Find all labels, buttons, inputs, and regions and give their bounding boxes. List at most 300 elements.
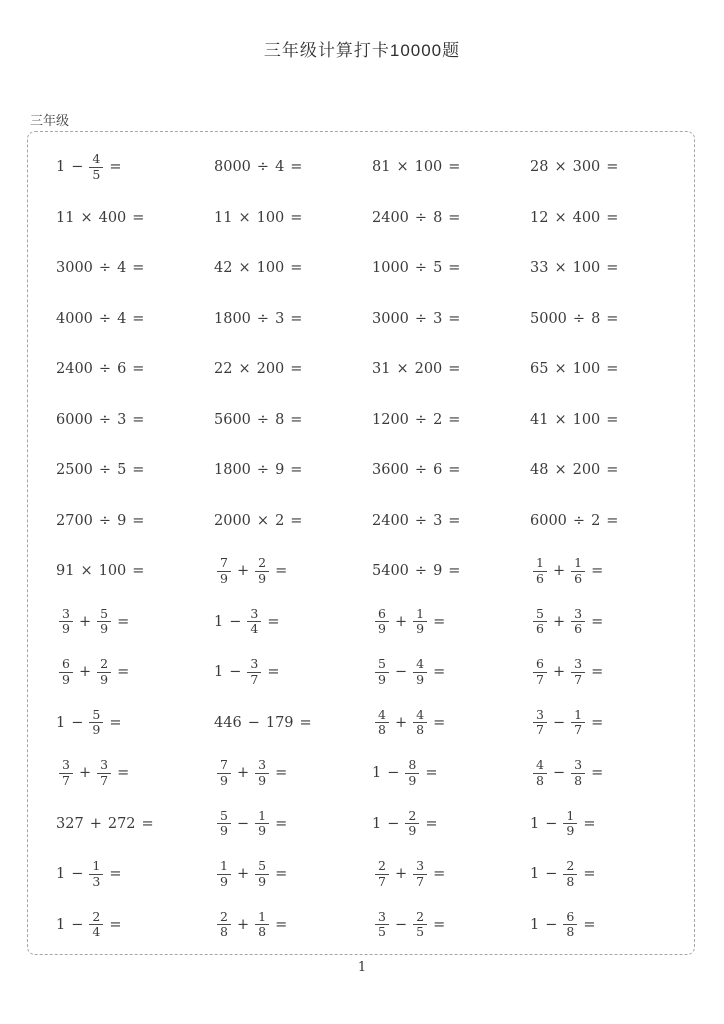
term: − — [545, 916, 558, 933]
term: = — [448, 462, 461, 479]
fraction: $\frac{4}{8}$ — [413, 708, 427, 738]
problem — [56, 152, 214, 182]
problem — [56, 462, 214, 478]
term: = — [109, 714, 122, 731]
fraction: $\frac{2}{7}$ — [375, 859, 389, 889]
term: = — [606, 310, 619, 327]
term: × — [238, 260, 251, 277]
term: = — [448, 411, 461, 428]
term: = — [591, 613, 604, 630]
problem — [56, 361, 214, 377]
term: × — [554, 361, 567, 378]
problem — [530, 513, 688, 529]
term: = — [290, 462, 303, 479]
term: = — [290, 209, 303, 226]
term: 2500 — [56, 462, 93, 479]
problem — [214, 311, 372, 327]
problem — [372, 412, 530, 428]
page-number: 1 — [357, 960, 367, 975]
term: 2700 — [56, 512, 93, 529]
term: = — [448, 512, 461, 529]
term: = — [448, 310, 461, 327]
fraction: $\frac{2}{4}$ — [89, 910, 103, 940]
problem — [530, 758, 688, 788]
fraction: $\frac{1}{9}$ — [217, 859, 231, 889]
term: 1800 — [214, 462, 251, 479]
fraction: $\frac{1}{9}$ — [563, 809, 577, 839]
term: 1800 — [214, 310, 251, 327]
fraction: $\frac{6}{7}$ — [533, 657, 547, 687]
term: − — [387, 815, 400, 832]
problem — [530, 311, 688, 327]
term: 1000 — [372, 260, 409, 277]
problem — [372, 462, 530, 478]
term: = — [109, 916, 122, 933]
term: × — [238, 209, 251, 226]
problem — [372, 210, 530, 226]
term: = — [591, 664, 604, 681]
term: 33 — [530, 260, 549, 277]
term: ÷ — [256, 310, 270, 327]
term: + — [236, 563, 250, 580]
problem — [56, 607, 214, 637]
fraction: $\frac{7}{9}$ — [217, 556, 231, 586]
term: 4 — [117, 260, 127, 277]
problem — [530, 412, 688, 428]
term: 3 — [433, 512, 443, 529]
fraction: $\frac{3}{8}$ — [571, 758, 585, 788]
term: 8 — [591, 310, 601, 327]
fraction: $\frac{1}{7}$ — [571, 708, 585, 738]
problem — [372, 910, 530, 940]
term: + — [394, 714, 408, 731]
term: − — [229, 664, 242, 681]
term: = — [132, 310, 145, 327]
fraction: $\frac{3}{7}$ — [533, 708, 547, 738]
term: + — [78, 613, 92, 630]
term: − — [71, 866, 84, 883]
fraction: $\frac{6}{9}$ — [375, 607, 389, 637]
term: 91 — [56, 563, 75, 580]
term: + — [552, 664, 566, 681]
term: = — [117, 613, 130, 630]
term: 1 — [530, 866, 540, 883]
term: − — [229, 613, 242, 630]
term: + — [89, 815, 102, 832]
term: 6 — [117, 361, 127, 378]
term: ÷ — [98, 310, 112, 327]
term: − — [71, 159, 84, 176]
term: = — [275, 815, 288, 832]
term: + — [236, 765, 250, 782]
term: = — [290, 159, 303, 176]
term: 9 — [275, 462, 285, 479]
term: − — [387, 765, 400, 782]
fraction: $\frac{2}{9}$ — [97, 657, 111, 687]
problem — [372, 758, 530, 788]
problem — [530, 859, 688, 889]
problem — [530, 607, 688, 637]
problem — [372, 260, 530, 276]
term: = — [583, 815, 596, 832]
problem — [530, 809, 688, 839]
term: + — [78, 664, 92, 681]
term: 3000 — [56, 260, 93, 277]
fraction: $\frac{1}{3}$ — [89, 859, 103, 889]
problem — [56, 513, 214, 529]
term: = — [117, 664, 130, 681]
term: × — [396, 361, 409, 378]
term: 11 — [56, 209, 75, 226]
term: 48 — [530, 462, 549, 479]
term: ÷ — [256, 411, 270, 428]
fraction: $\frac{5}{9}$ — [217, 809, 231, 839]
term: 6000 — [56, 411, 93, 428]
term: × — [554, 462, 567, 479]
term: 2 — [433, 411, 443, 428]
term: 1 — [372, 815, 382, 832]
term: 3 — [117, 411, 127, 428]
term: 179 — [265, 714, 294, 731]
term: 2400 — [372, 209, 409, 226]
term: = — [290, 260, 303, 277]
term: = — [275, 563, 288, 580]
term: = — [132, 563, 145, 580]
term: 6 — [433, 462, 443, 479]
term: = — [433, 866, 446, 883]
term: 5600 — [214, 411, 251, 428]
term: 1200 — [372, 411, 409, 428]
term: = — [290, 411, 303, 428]
term: 42 — [214, 260, 233, 277]
term: − — [394, 664, 408, 681]
term: − — [247, 714, 260, 731]
term: = — [433, 916, 446, 933]
term: + — [552, 563, 566, 580]
fraction: $\frac{5}{9}$ — [97, 607, 111, 637]
problem — [214, 159, 372, 175]
term: 5400 — [372, 563, 409, 580]
term: − — [394, 916, 408, 933]
problem — [214, 859, 372, 889]
fraction: $\frac{2}{9}$ — [405, 809, 419, 839]
problems-box — [27, 131, 695, 955]
term: 12 — [530, 209, 549, 226]
term: × — [396, 159, 409, 176]
term: 1 — [56, 916, 66, 933]
term: − — [545, 815, 558, 832]
fraction: $\frac{4}{8}$ — [375, 708, 389, 738]
term: = — [606, 209, 619, 226]
term: = — [591, 714, 604, 731]
problem — [56, 657, 214, 687]
term: = — [433, 613, 446, 630]
problem — [530, 260, 688, 276]
term: + — [394, 866, 408, 883]
term: = — [606, 411, 619, 428]
fraction: $\frac{3}{4}$ — [247, 607, 261, 637]
term: 5 — [433, 260, 443, 277]
term: = — [448, 563, 461, 580]
term: 300 — [572, 159, 601, 176]
problem — [56, 210, 214, 226]
term: 4 — [275, 159, 285, 176]
term: = — [267, 664, 280, 681]
fraction: $\frac{3}{7}$ — [247, 657, 261, 687]
term: = — [433, 664, 446, 681]
term: × — [554, 411, 567, 428]
term: = — [109, 159, 122, 176]
term: 3000 — [372, 310, 409, 327]
problem — [372, 563, 530, 579]
term: = — [448, 159, 461, 176]
term: + — [236, 916, 250, 933]
term: = — [141, 815, 154, 832]
term: − — [71, 714, 84, 731]
term: × — [554, 159, 567, 176]
term: 100 — [572, 260, 601, 277]
fraction: $\frac{3}{7}$ — [413, 859, 427, 889]
term: = — [591, 563, 604, 580]
term: 1 — [56, 866, 66, 883]
term: 2 — [275, 512, 285, 529]
term: 65 — [530, 361, 549, 378]
problem — [530, 462, 688, 478]
term: 3600 — [372, 462, 409, 479]
term: = — [606, 361, 619, 378]
term: 2000 — [214, 512, 251, 529]
fraction: $\frac{5}{6}$ — [533, 607, 547, 637]
term: 41 — [530, 411, 549, 428]
problem-grid — [56, 142, 688, 950]
fraction: $\frac{3}{7}$ — [97, 758, 111, 788]
term: × — [554, 260, 567, 277]
term: = — [299, 714, 312, 731]
fraction: $\frac{8}{9}$ — [405, 758, 419, 788]
problem — [56, 859, 214, 889]
term: = — [591, 765, 604, 782]
term: ÷ — [414, 462, 428, 479]
term: 100 — [256, 209, 285, 226]
term: 8000 — [214, 159, 251, 176]
term: 3 — [433, 310, 443, 327]
problem — [372, 361, 530, 377]
problem — [214, 260, 372, 276]
term: = — [275, 866, 288, 883]
term: = — [267, 613, 280, 630]
problem — [214, 210, 372, 226]
term: 3 — [275, 310, 285, 327]
term: = — [448, 361, 461, 378]
term: ÷ — [414, 512, 428, 529]
fraction: $\frac{5}{9}$ — [89, 708, 103, 738]
problem — [214, 513, 372, 529]
problem — [372, 159, 530, 175]
fraction: $\frac{7}{9}$ — [217, 758, 231, 788]
term: 31 — [372, 361, 391, 378]
term: 327 — [56, 815, 84, 832]
term: = — [275, 916, 288, 933]
term: × — [80, 563, 93, 580]
term: 5 — [117, 462, 127, 479]
problem — [530, 708, 688, 738]
term: = — [132, 512, 145, 529]
fraction: $\frac{1}{9}$ — [255, 809, 269, 839]
term: 200 — [414, 361, 443, 378]
fraction: $\frac{6}{9}$ — [59, 657, 73, 687]
term: ÷ — [98, 411, 112, 428]
term: − — [552, 714, 566, 731]
term: 446 — [214, 714, 242, 731]
problem — [530, 210, 688, 226]
term: ÷ — [98, 462, 112, 479]
term: 1 — [372, 765, 382, 782]
term: 100 — [98, 563, 127, 580]
term: × — [80, 209, 93, 226]
problem — [372, 657, 530, 687]
problem — [214, 361, 372, 377]
fraction: $\frac{1}{9}$ — [413, 607, 427, 637]
term: ÷ — [256, 462, 270, 479]
term: 100 — [572, 411, 601, 428]
term: 28 — [530, 159, 549, 176]
fraction: $\frac{3}{9}$ — [255, 758, 269, 788]
term: 22 — [214, 361, 233, 378]
term: 200 — [572, 462, 601, 479]
fraction: $\frac{3}{5}$ — [375, 910, 389, 940]
term: = — [425, 815, 438, 832]
problem — [372, 708, 530, 738]
term: ÷ — [98, 512, 112, 529]
term: 4 — [117, 310, 127, 327]
term: + — [78, 765, 92, 782]
term: ÷ — [414, 411, 428, 428]
term: 100 — [414, 159, 443, 176]
fraction: $\frac{1}{6}$ — [571, 556, 585, 586]
fraction: $\frac{1}{6}$ — [533, 556, 547, 586]
term: = — [583, 866, 596, 883]
term: 11 — [214, 209, 233, 226]
term: 4000 — [56, 310, 93, 327]
problem — [214, 462, 372, 478]
term: = — [583, 916, 596, 933]
problem — [214, 556, 372, 586]
term: × — [256, 512, 270, 529]
term: ÷ — [572, 310, 586, 327]
fraction: $\frac{5}{9}$ — [375, 657, 389, 687]
term: 9 — [433, 563, 443, 580]
term: ÷ — [414, 209, 428, 226]
term: ÷ — [414, 260, 428, 277]
term: 1 — [56, 714, 66, 731]
problem — [214, 809, 372, 839]
problem — [530, 657, 688, 687]
term: = — [433, 714, 446, 731]
fraction: $\frac{6}{8}$ — [563, 910, 577, 940]
problem — [56, 758, 214, 788]
term: 2400 — [372, 512, 409, 529]
problem — [214, 412, 372, 428]
term: = — [132, 411, 145, 428]
term: = — [117, 765, 130, 782]
term: 400 — [572, 209, 601, 226]
term: = — [290, 310, 303, 327]
term: 100 — [256, 260, 285, 277]
fraction: $\frac{5}{9}$ — [255, 859, 269, 889]
term: = — [109, 866, 122, 883]
term: = — [448, 260, 461, 277]
term: = — [290, 512, 303, 529]
term: 5000 — [530, 310, 567, 327]
term: − — [552, 765, 566, 782]
term: = — [132, 361, 145, 378]
term: 2 — [591, 512, 601, 529]
problem — [372, 607, 530, 637]
term: 8 — [275, 411, 285, 428]
fraction: $\frac{2}{9}$ — [255, 556, 269, 586]
problem — [56, 816, 214, 832]
problem — [530, 361, 688, 377]
term: = — [606, 260, 619, 277]
term: 2400 — [56, 361, 93, 378]
term: − — [236, 815, 250, 832]
term: 1 — [214, 613, 224, 630]
problem — [372, 859, 530, 889]
problem — [214, 758, 372, 788]
term: = — [425, 765, 438, 782]
term: = — [290, 361, 303, 378]
term: = — [448, 209, 461, 226]
term: 6000 — [530, 512, 567, 529]
term: = — [132, 462, 145, 479]
term: 1 — [530, 815, 540, 832]
term: 81 — [372, 159, 391, 176]
problem — [56, 910, 214, 940]
term: 8 — [433, 209, 443, 226]
problem — [214, 657, 372, 687]
fraction: $\frac{3}{6}$ — [571, 607, 585, 637]
problem — [530, 556, 688, 586]
term: × — [554, 209, 567, 226]
term: ÷ — [98, 361, 112, 378]
term: 400 — [98, 209, 127, 226]
problem — [214, 715, 372, 731]
grade-label: 三年级 — [30, 113, 70, 128]
term: ÷ — [414, 310, 428, 327]
term: = — [606, 159, 619, 176]
problem — [372, 311, 530, 327]
term: ÷ — [98, 260, 112, 277]
problem — [372, 809, 530, 839]
fraction: $\frac{4}{8}$ — [533, 758, 547, 788]
fraction: $\frac{3}{9}$ — [59, 607, 73, 637]
problem — [56, 708, 214, 738]
term: ÷ — [572, 512, 586, 529]
term: = — [132, 209, 145, 226]
fraction: $\frac{1}{8}$ — [255, 910, 269, 940]
problem — [214, 607, 372, 637]
term: = — [132, 260, 145, 277]
term: 1 — [56, 159, 66, 176]
term: ÷ — [256, 159, 270, 176]
problem — [372, 513, 530, 529]
fraction: $\frac{2}{8}$ — [217, 910, 231, 940]
fraction: $\frac{2}{8}$ — [563, 859, 577, 889]
term: 9 — [117, 512, 127, 529]
term: ÷ — [414, 563, 428, 580]
term: = — [606, 512, 619, 529]
term: + — [552, 613, 566, 630]
